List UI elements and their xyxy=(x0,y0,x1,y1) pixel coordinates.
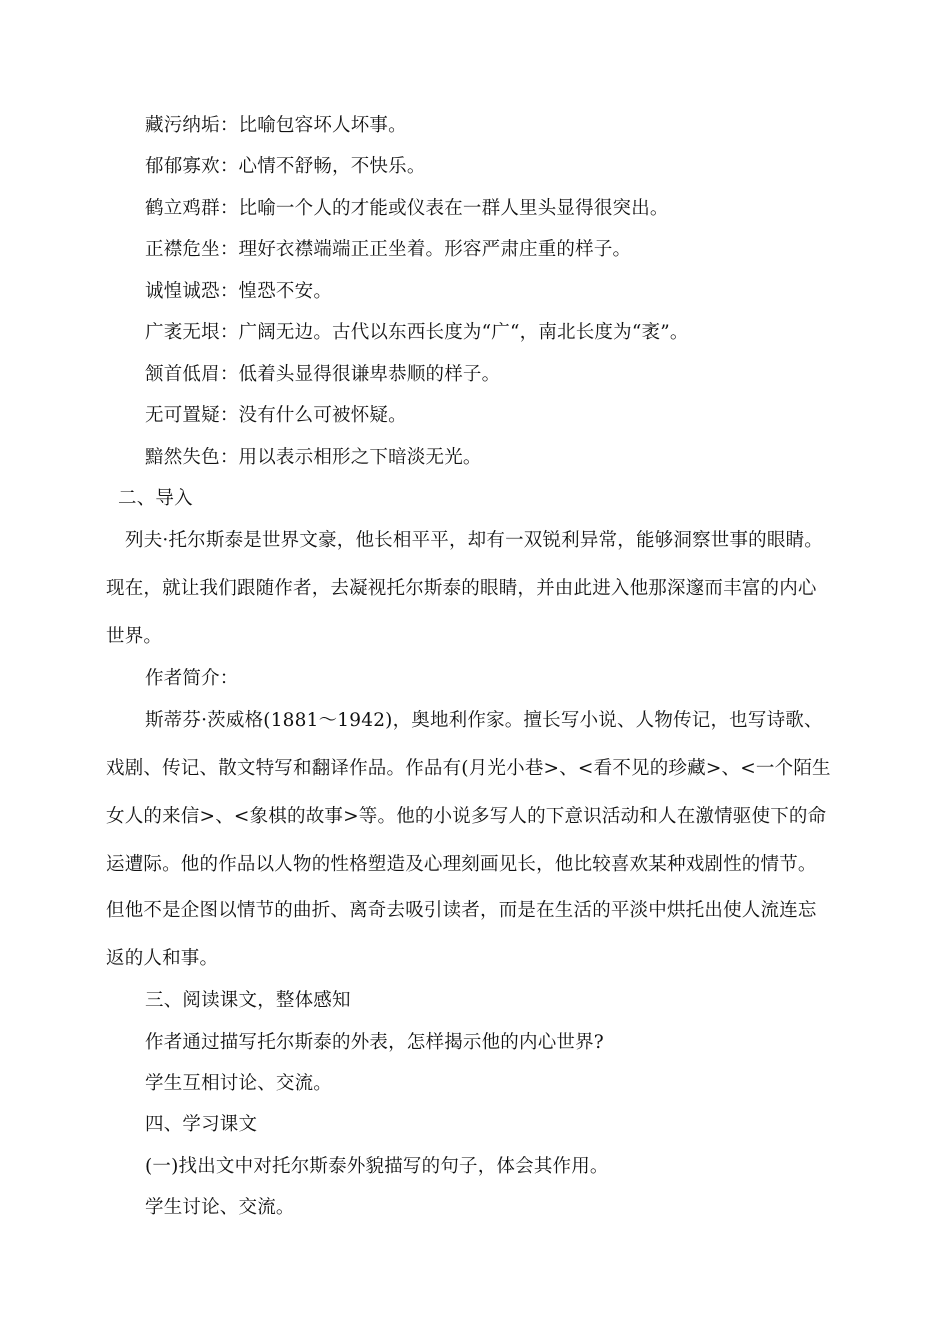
vocab-entry xyxy=(145,113,407,139)
paragraph-line: 斯蒂芬·茨威格(1881～1942)，奥地利作家。擅长写小说、人物传记，也写诗歌、 xyxy=(145,710,823,731)
vocab-definition: 惶恐不安。 xyxy=(238,281,333,302)
vocab-entry xyxy=(145,154,426,180)
vocab-separator: ： xyxy=(219,322,239,343)
vocab-separator: ： xyxy=(219,198,239,219)
vocab-entry xyxy=(145,237,631,263)
activity-text: 学生互相讨论、交流。 xyxy=(145,1073,333,1094)
task-text: (一)找出文中对托尔斯泰外貌描写的句子，体会其作用。 xyxy=(145,1156,609,1177)
vocab-definition: 理好衣襟端端正正坐着。形容严肃庄重的样子。 xyxy=(238,239,632,260)
section-heading: 四、学习课文 xyxy=(145,1114,258,1135)
vocab-term: 鹤立鸡群 xyxy=(145,198,220,219)
vocab-entry xyxy=(145,445,482,471)
vocab-separator: ： xyxy=(219,115,239,136)
vocab-term: 无可置疑 xyxy=(145,405,220,426)
vocab-definition: 广阔无边。古代以东西长度为“广“，南北长度为“袤”。 xyxy=(238,322,689,343)
vocab-term: 诚惶诚恐 xyxy=(145,281,220,302)
vocab-term: 黯然失色 xyxy=(145,447,220,468)
vocab-term: 广袤无垠 xyxy=(145,322,220,343)
vocab-entry xyxy=(145,196,669,222)
vocab-term: 郁郁寡欢 xyxy=(145,156,220,177)
vocab-definition: 低着头显得很谦卑恭顺的样子。 xyxy=(238,364,501,385)
vocab-definition: 用以表示相形之下暗淡无光。 xyxy=(238,447,482,468)
paragraph-line: 现在，就让我们跟随作者，去凝视托尔斯泰的眼睛，并由此进入他那深邃而丰富的内心 xyxy=(106,578,817,599)
vocab-definition: 没有什么可被怀疑。 xyxy=(238,405,407,426)
vocab-entry xyxy=(145,362,500,388)
vocab-entry xyxy=(145,279,332,305)
vocab-separator: ： xyxy=(219,405,239,426)
paragraph-line: 女人的来信>、<象棋的故事>等。他的小说多写人的下意识活动和人在激情驱使下的命 xyxy=(106,806,827,827)
paragraph-line: 返的人和事。 xyxy=(106,948,219,969)
author-heading: 作者简介： xyxy=(145,668,239,689)
section-heading: 二、导入 xyxy=(118,488,193,509)
paragraph-line: 运遭际。他的作品以人物的性格塑造及心理刻画见长，他比较喜欢某种戏剧性的情节。 xyxy=(106,854,817,875)
vocab-definition: 比喻包容坏人坏事。 xyxy=(238,115,407,136)
vocab-term: 正襟危坐 xyxy=(145,239,220,260)
paragraph-line: 戏剧、传记、散文特写和翻译作品。作品有(月光小巷>、<看不见的珍藏>、<一个陌生 xyxy=(106,758,831,779)
question-text: 作者通过描写托尔斯泰的外表，怎样揭示他的内心世界? xyxy=(145,1032,604,1053)
vocab-entry xyxy=(145,320,689,346)
vocab-separator: ： xyxy=(219,239,239,260)
vocab-definition: 比喻一个人的才能或仪表在一群人里头显得很突出。 xyxy=(238,198,669,219)
vocab-separator: ： xyxy=(219,364,239,385)
vocab-separator: ： xyxy=(219,447,239,468)
activity-text: 学生讨论、交流。 xyxy=(145,1197,295,1218)
section-heading: 三、阅读课文，整体感知 xyxy=(145,990,351,1011)
vocab-term: 颔首低眉 xyxy=(145,364,220,385)
paragraph-line: 列夫·托尔斯泰是世界文豪，他长相平平，却有一双锐利异常，能够洞察世事的眼睛。 xyxy=(125,530,823,551)
vocab-definition: 心情不舒畅，不快乐。 xyxy=(238,156,426,177)
vocab-entry xyxy=(145,403,407,429)
vocab-term: 藏污纳垢 xyxy=(145,115,220,136)
vocab-separator: ： xyxy=(219,281,239,302)
paragraph-line: 但他不是企图以情节的曲折、离奇去吸引读者，而是在生活的平淡中烘托出使人流连忘 xyxy=(106,900,817,921)
paragraph-line: 世界。 xyxy=(106,626,163,647)
vocab-separator: ： xyxy=(219,156,239,177)
